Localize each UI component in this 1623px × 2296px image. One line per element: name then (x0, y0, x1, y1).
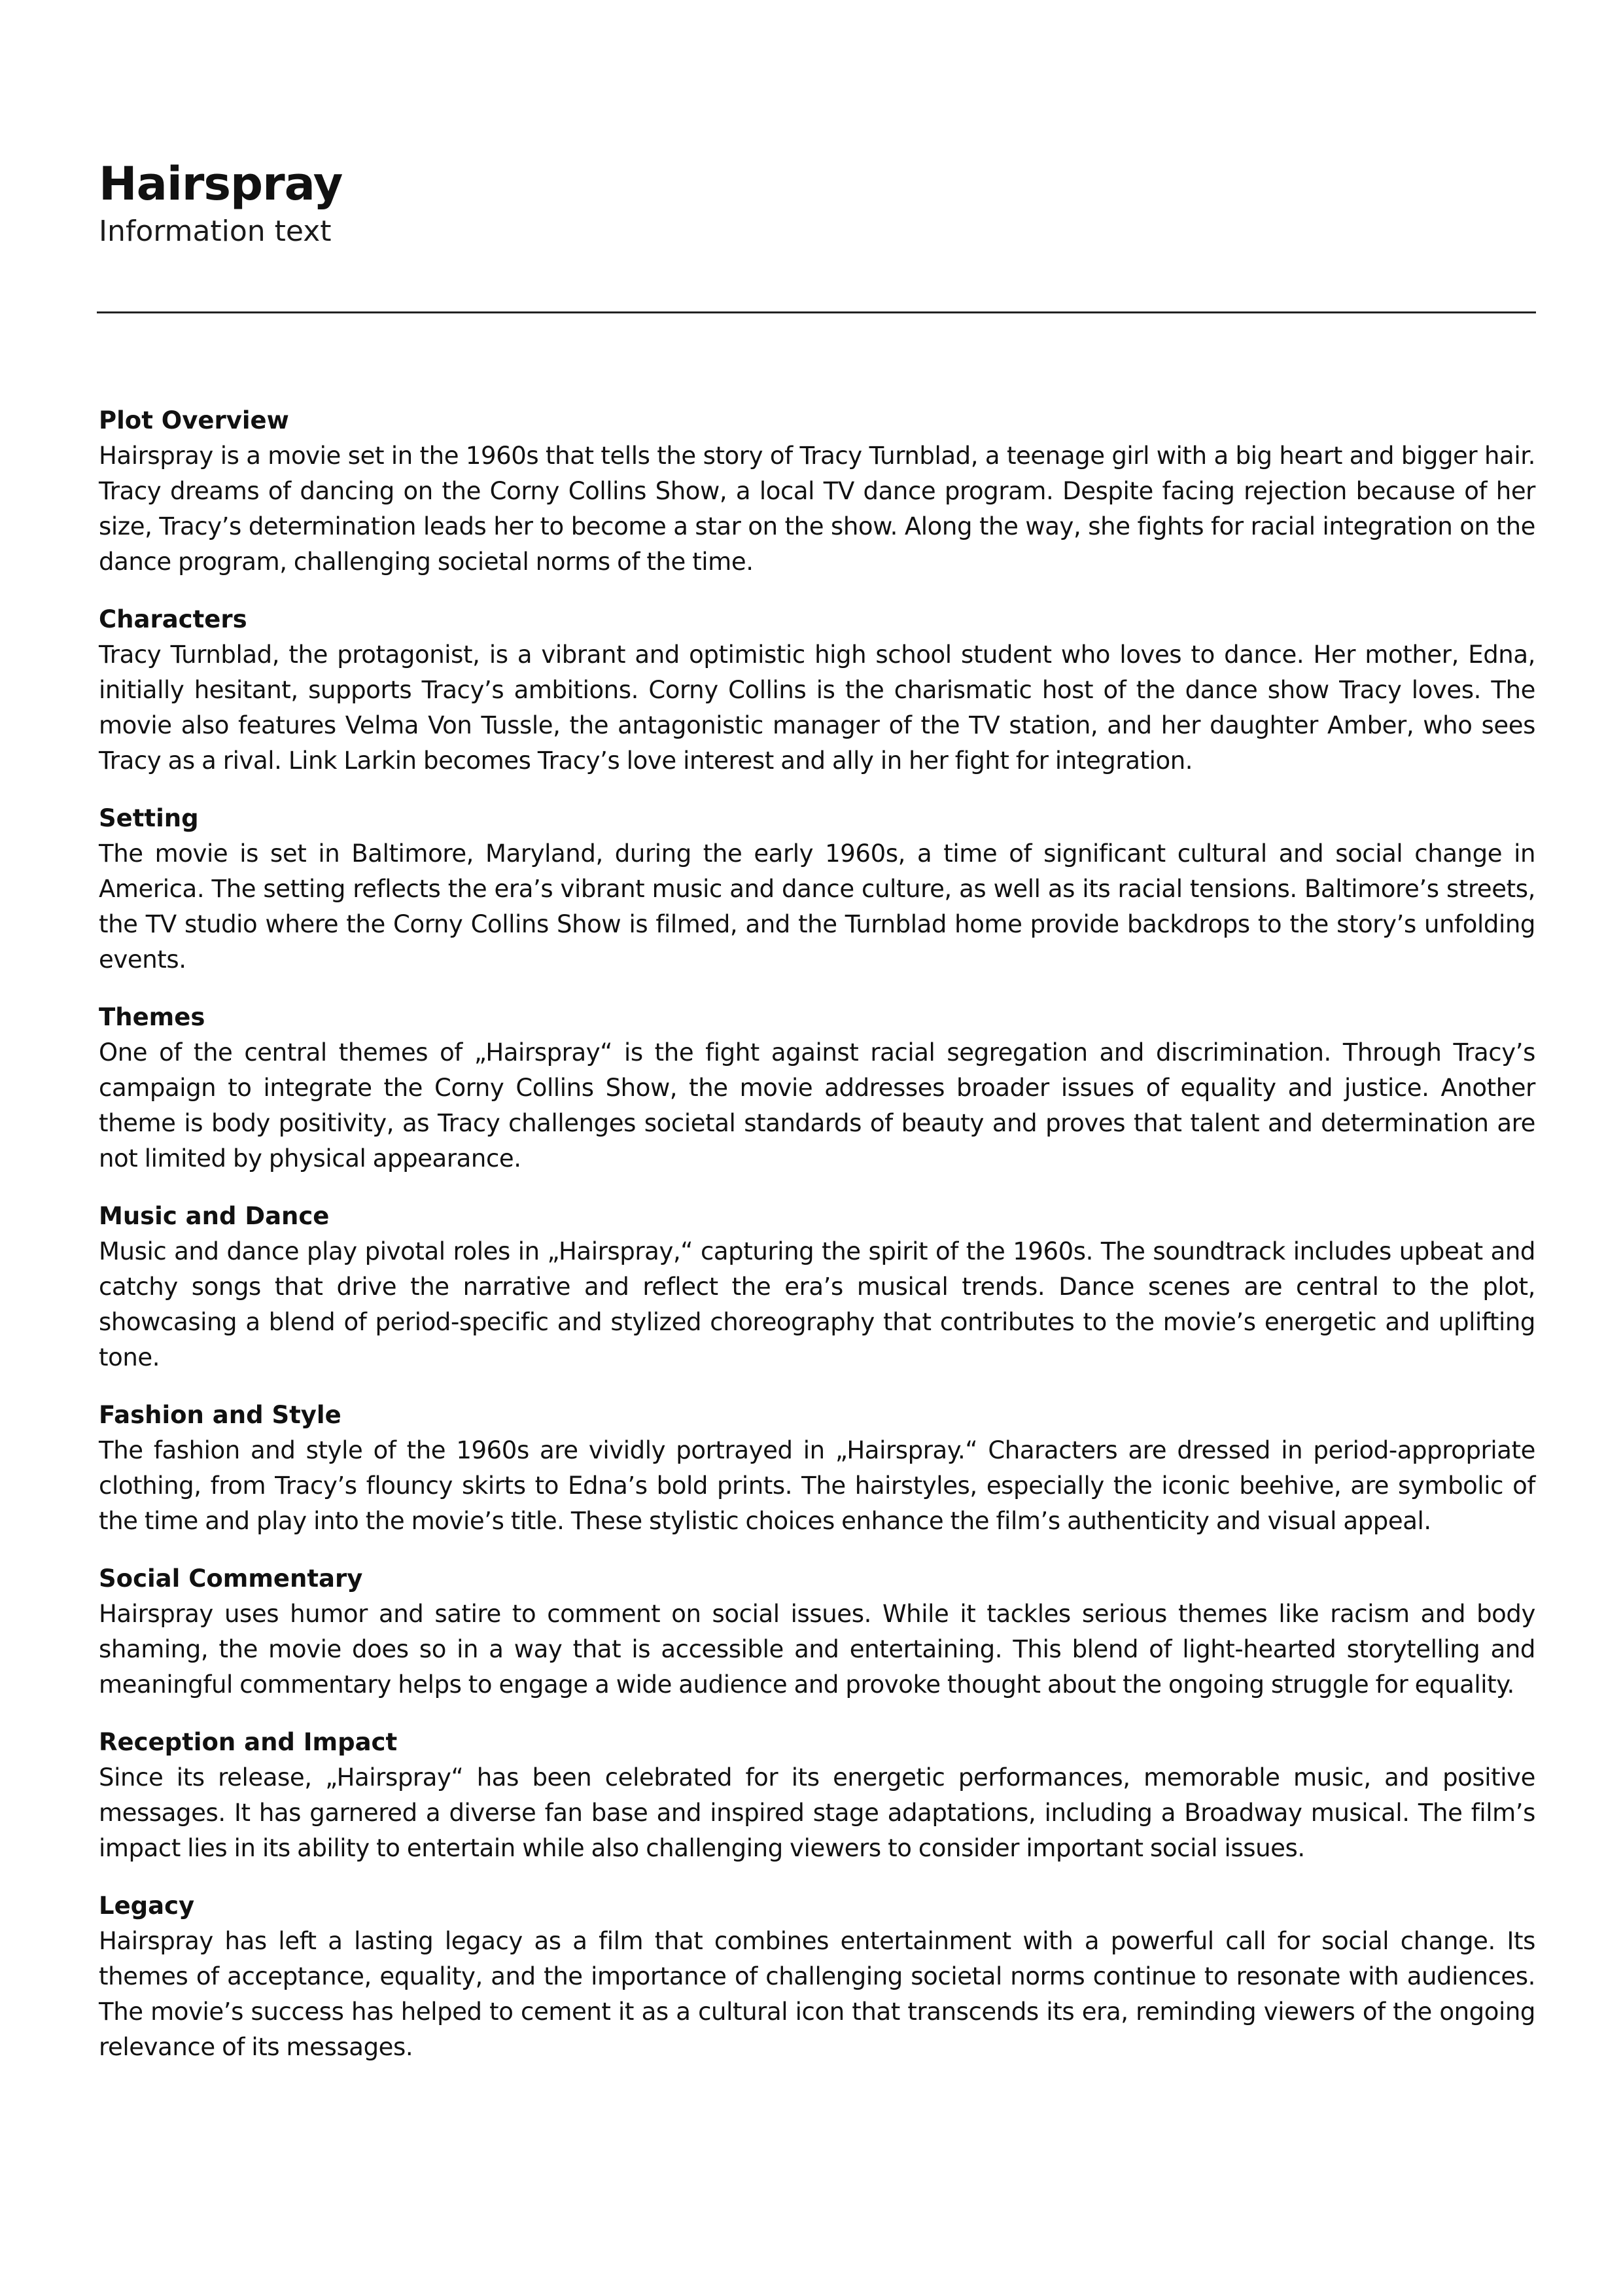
section-paragraph: One of the central themes of „Hairspray“ is the fight against racial segregation and discrimination. Through Tracy’s campaign to integrate the Corny Collins Show, the movie addresses broader issues of equality and justice. Another theme is body positivity, as Tracy challenges societal standards of beauty and proves that talent and determination are not limited by physical appearance. (99, 1038, 1535, 1173)
section-heading: Social Commentary (99, 1564, 363, 1593)
section-music-and-dance (99, 1199, 1535, 1375)
section-heading: Reception and Impact (99, 1728, 398, 1756)
section-paragraph: Hairspray has left a lasting legacy as a film that combines entertainment with a powerful call for social change. Its themes of acceptance, equality, and the importance of challenging societal norms continue to resonate with audiences. The movie’s success has helped to cement it as a cultural icon that transcends its era, reminding viewers of the ongoing relevance of its messages. (99, 1927, 1535, 2061)
section-paragraph: The fashion and style of the 1960s are vividly portrayed in „Hairspray.“ Characters are dressed in period-appropriate clothing, from Tracy’s flouncy skirts to Edna’s bold prints. The hairstyles, especially the iconic beehive, are symbolic of the time and play into the movie’s title. These stylistic choices enhance the film’s authenticity and visual appeal. (99, 1436, 1535, 1535)
document-title: Hairspray (99, 157, 343, 211)
section-heading: Themes (99, 1003, 205, 1031)
section-themes (99, 1000, 1535, 1176)
section-heading: Setting (99, 804, 199, 832)
section-characters (99, 602, 1535, 779)
section-heading: Legacy (99, 1892, 195, 1920)
document-subtitle: Information text (99, 215, 332, 248)
section-fashion-and-style (99, 1398, 1535, 1539)
section-setting (99, 801, 1535, 978)
section-paragraph: Hairspray uses humor and satire to comment on social issues. While it tackles serious themes like racism and body shaming, the movie does so in a way that is accessible and entertaining. This blend of light-hearted storytelling and meaningful commentary helps to engage a wide audience and provoke thought about the ongoing struggle for equality. (99, 1600, 1535, 1699)
section-paragraph: Music and dance play pivotal roles in „Hairspray,“ capturing the spirit of the 1960s. The soundtrack includes upbeat and catchy songs that drive the narrative and reflect the era’s musical trends. Dance scenes are central to the plot, showcasing a blend of period-specific and stylized choreography that contributes to the movie’s energetic and uplifting tone. (99, 1237, 1535, 1371)
document-header (99, 156, 1535, 250)
document-body (99, 403, 1535, 2087)
section-plot-overview (99, 403, 1535, 580)
section-legacy (99, 1888, 1535, 2065)
section-heading: Fashion and Style (99, 1401, 341, 1429)
section-reception-and-impact (99, 1725, 1535, 1866)
section-heading: Plot Overview (99, 406, 289, 434)
section-heading: Music and Dance (99, 1202, 330, 1230)
section-heading: Characters (99, 605, 247, 633)
section-paragraph: The movie is set in Baltimore, Maryland, during the early 1960s, a time of significant cultural and social change in America. The setting reflects the era’s vibrant music and dance culture, as well as its racial tensions. Baltimore’s streets, the TV studio where the Corny Collins Show is filmed, and the Turnblad home provide backdrops to the story’s unfolding events. (99, 839, 1535, 974)
section-paragraph: Tracy Turnblad, the protagonist, is a vibrant and optimistic high school student who loves to dance. Her mother, Edna, initially hesitant, supports Tracy’s ambitions. Corny Collins is the charismatic host of the dance show Tracy loves. The movie also features Velma Von Tussle, the antagonistic manager of the TV station, and her daughter Amber, who sees Tracy as a rival. Link Larkin becomes Tracy’s love interest and ally in her fight for integration. (99, 641, 1535, 775)
section-paragraph: Hairspray is a movie set in the 1960s that tells the story of Tracy Turnblad, a teenage girl with a big heart and bigger hair. Tracy dreams of dancing on the Corny Collins Show, a local TV dance program. Despite facing rejection because of her size, Tracy’s determination leads her to become a star on the show. Along the way, she fights for racial integration on the dance program, challenging societal norms of the time. (99, 442, 1535, 576)
section-paragraph: Since its release, „Hairspray“ has been celebrated for its energetic performances, memorable music, and positive messages. It has garnered a diverse fan base and inspired stage adaptations, including a Broadway musical. The film’s impact lies in its ability to entertain while also challenging viewers to consider important social issues. (99, 1763, 1535, 1862)
header-divider (97, 311, 1536, 313)
section-social-commentary (99, 1561, 1535, 1703)
